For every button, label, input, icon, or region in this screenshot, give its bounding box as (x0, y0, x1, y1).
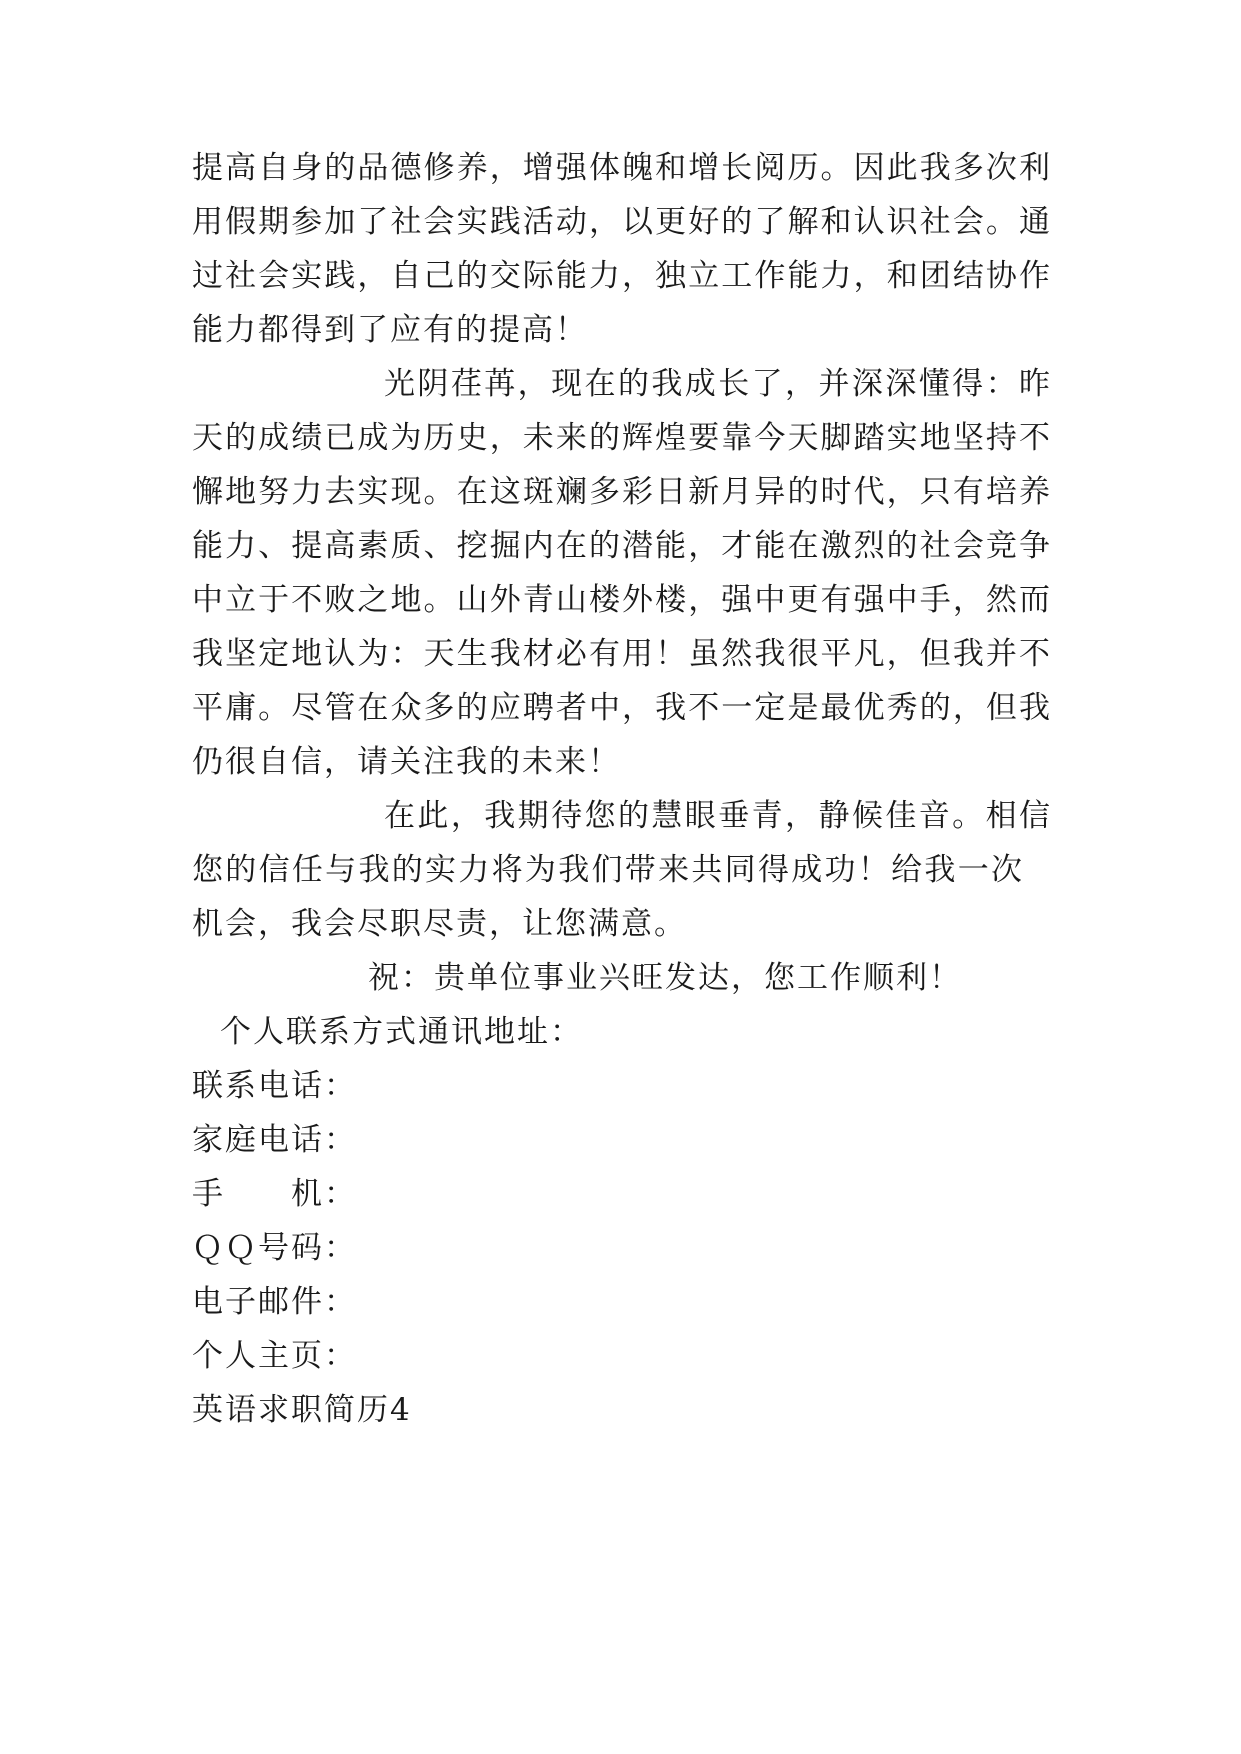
homepage-label: 个人主页： (192, 1338, 357, 1374)
paragraph-line: 能力、提高素质、挖掘内在的潜能，才能在激烈的社会竞争 (192, 528, 1050, 564)
paragraph-line: 平庸。尽管在众多的应聘者中，我不一定是最优秀的，但我 (192, 690, 1050, 726)
closing-wish: 祝：贵单位事业兴旺发达，您工作顺利！ (368, 960, 962, 996)
paragraph-line: 在此，我期待您的慧眼垂青，静候佳音。相信 (384, 798, 1050, 834)
paragraph-line: 我坚定地认为：天生我材必有用！虽然我很平凡，但我并不 (192, 636, 1050, 672)
home-phone-label: 家庭电话： (192, 1122, 357, 1158)
qq-label: ＱＱ号码： (192, 1230, 357, 1266)
mobile-label: 手 机： (192, 1176, 357, 1212)
paragraph-line: 提高自身的品德修养，增强体魄和增长阅历。因此我多次利 (192, 150, 1050, 186)
paragraph-line: 机会，我会尽职尽责，让您满意。 (192, 906, 687, 942)
section-title: 英语求职简历4 (192, 1392, 412, 1428)
paragraph-line: 中立于不败之地。山外青山楼外楼，强中更有强中手，然而 (192, 582, 1050, 618)
paragraph-line: 用假期参加了社会实践活动，以更好的了解和认识社会。通 (192, 204, 1050, 240)
paragraph-line: 过社会实践，自己的交际能力，独立工作能力，和团结协作 (192, 258, 1050, 294)
paragraph-line: 懈地努力去实现。在这斑斓多彩日新月异的时代，只有培养 (192, 474, 1050, 510)
paragraph-line: 能力都得到了应有的提高！ (192, 312, 588, 348)
email-label: 电子邮件： (192, 1284, 357, 1320)
phone-label: 联系电话： (192, 1068, 357, 1104)
paragraph-line: 光阴荏苒，现在的我成长了，并深深懂得：昨 (384, 366, 1050, 402)
paragraph-line: 天的成绩已成为历史，未来的辉煌要靠今天脚踏实地坚持不 (192, 420, 1050, 456)
paragraph-line: 仍很自信，请关注我的未来！ (192, 744, 621, 780)
paragraph-line: 您的信任与我的实力将为我们带来共同得成功！给我一次 (192, 852, 1022, 888)
contact-heading: 个人联系方式通讯地址： (220, 1014, 583, 1050)
